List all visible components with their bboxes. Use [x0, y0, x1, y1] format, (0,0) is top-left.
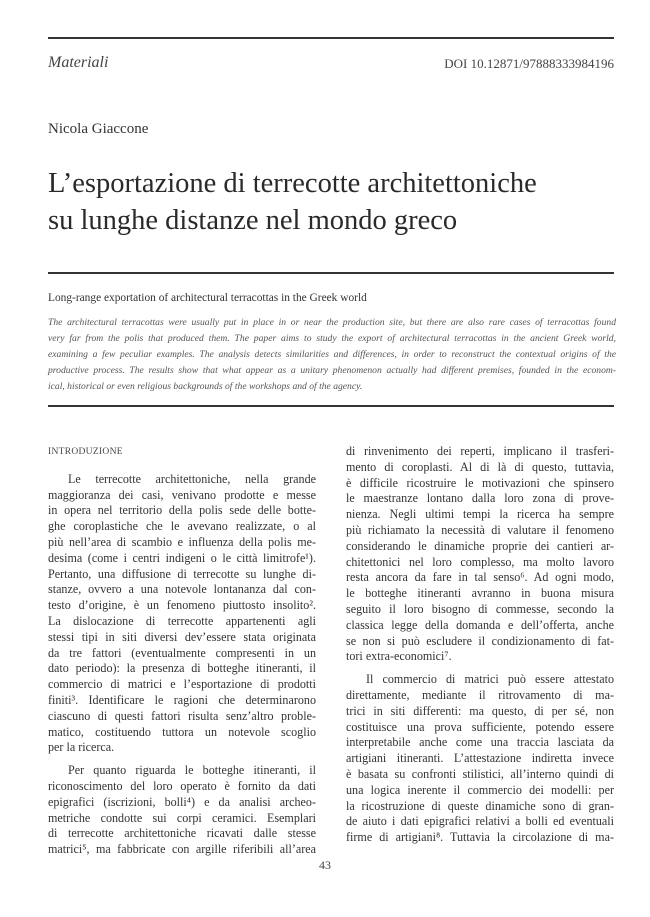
body-text-line: per la ricerca. [48, 740, 115, 755]
body-text-line: firme di artigiani⁸. Tuttavia la circolazione di ma- [346, 830, 614, 845]
abstract [48, 315, 616, 395]
abstract-line: The architectural terracottas were usually put in place in or near the production site, but there are also rare cases of terracottas found [48, 317, 616, 328]
body-text-line: di terrecotte architettoniche ricavati dalle stesse [48, 826, 316, 841]
body-text-line: classica legge della domanda e dell’offerta, anche [346, 617, 614, 632]
body-text-line: seguito il loro bisogno di commesse, secondo la [346, 601, 614, 616]
body-text-line: matico, costituendo tuttora un notevole scoglio [48, 724, 316, 739]
body-text-line: riconoscimento del loro operato è fornito da dati [48, 778, 316, 793]
body-text-line: testo d’origine, è un fenomeno piuttosto insolito². [48, 598, 316, 613]
section-heading: INTRODUZIONE [48, 447, 123, 457]
body-text-line: di rinvenimento dei reperti, implicano il trasferi- [346, 444, 614, 458]
body-text-line: direttamente, mediante il ritrovamento di ma- [346, 687, 614, 702]
body-text-line: più nell’area di scambio e influenza della polis me- [48, 534, 316, 549]
body-text-line: metriche condotte sui corpi ceramici. Esemplari [48, 810, 316, 825]
body-text-line: la ricostruzione di queste dinamiche sono di gran- [346, 798, 614, 813]
body-text-line: de aiuto i dati epigrafici relativi a bolli ed eventuali [346, 814, 614, 829]
body-text-line: una logica inerente il commercio dei modelli: per [346, 782, 614, 797]
body-text-line: nienza. Negli ultimi tempi la ricerca ha sempre [346, 507, 614, 522]
body-text-line: resta ancora da fare in tal senso⁶. Ad ogni modo, [346, 570, 614, 585]
abstract-bottom-rule [48, 405, 614, 407]
page-number: 43 [319, 858, 331, 872]
body-text-line: epigrafici (iscrizioni, bolli⁴) e da analisi archeo- [48, 794, 316, 809]
running-header [48, 54, 614, 74]
author-name: Nicola Giaccone [48, 121, 149, 137]
body-text-line: mento di coroplasti. Al di là di questo, tuttavia, [346, 459, 614, 474]
body-text-line: maggioranza dei casi, venivano prodotte e messe [48, 487, 316, 502]
paragraph-gap [48, 756, 316, 763]
body-text-line: più richiamato la necessità di valutare il fenomeno [346, 522, 614, 537]
body-text-line: tori extra-economici⁷. [346, 649, 452, 664]
body-text-line: è difficile ricostruire le motivazioni che spinsero [346, 475, 614, 490]
body-text-line: trici in siti differenti: ma questo, di per sé, non [346, 703, 614, 718]
body-text-line: dato periodo): la presenza di botteghe itineranti, il [48, 661, 316, 676]
body-right-column [346, 444, 614, 846]
abstract-line: examining a few peculiar examples. The analysis detects similarities and differences, in order to reconstruct the contextual origins of the [48, 349, 616, 360]
body-text-line: chitettonici nel loro complesso, ma molto lavoro [346, 554, 614, 569]
body-text-line: matrici⁵, ma fabbricate con argille riferibili all’area [48, 842, 316, 857]
body-text-line: Le terrecotte architettoniche, nella grande [68, 471, 316, 486]
body-text-line: stessi tipi in siti diversi dev’essere stata originata [48, 629, 316, 644]
english-title: Long-range exportation of architectural terracottas in the Greek world [48, 292, 367, 304]
body-text-line: ghe coroplastiche che le avevano realizzate, o al [48, 519, 316, 534]
body-text-line: costituisce una prova sufficiente, potendo essere [346, 719, 614, 734]
title-line: L’esportazione di terrecotte architettoniche [48, 168, 537, 199]
section-label: Materiali [48, 54, 109, 71]
abstract-line: productive process. The results show that what appear as a unitary phenomenon actually had different premises, founded in the econom- [48, 365, 616, 376]
paragraph-gap [346, 665, 614, 672]
body-text-line: artigiani itineranti. L’attestazione indiretta invece [346, 751, 614, 766]
body-text-line: commercio di matrici e l’esportazione di prodotti [48, 677, 316, 692]
body-text-line: finiti³. Identificare le ragioni che determinarono [48, 692, 316, 707]
abstract-line: very far from the polis that produced them. The paper aims to study the export of architectural terracottas in the ancient Greek world, [48, 333, 616, 344]
title-line: su lunghe distanze nel mondo greco [48, 205, 458, 236]
body-text-line: La dislocazione di terrecotte appartenenti agli [48, 613, 316, 628]
body-text-line: interpretabile anche come una traccia lasciata da [346, 735, 614, 750]
title-bottom-rule [48, 272, 614, 274]
body-text-line: le botteghe itineranti avranno in buona misura [346, 586, 614, 601]
body-text-line: Il commercio di matrici può essere attestato [366, 672, 614, 687]
body-left-column [48, 445, 316, 858]
top-rule [48, 37, 614, 39]
body-text-line: Pertanto, una diffusione di terrecotte su lunghe di- [48, 566, 316, 581]
body-text-line: ciascuno di questi fattori risulta senz’altro proble- [48, 708, 316, 723]
article-title [48, 165, 628, 239]
body-text-line: in opera nel territorio della polis sede delle botte- [48, 503, 316, 518]
body-text-line: le maestranze lontano dalla loro zona di prove- [346, 491, 614, 506]
body-text-line: stanze, ovvero a una notevole lontananza dal con- [48, 582, 316, 597]
body-text-line: considerando le dinamiche proprie dei cantieri ar- [346, 538, 614, 553]
body-text-line: desima (come i centri indigeni o le città limitrofe¹). [48, 550, 316, 565]
body-text-line: Per quanto riguarda le botteghe itineranti, il [68, 763, 316, 778]
body-text-line: è basata su confronti stilistici, all’interno quindi di [346, 766, 614, 781]
abstract-line: ical, historical or even religious backgrounds of the workshops and of the agency. [48, 381, 363, 392]
doi-label: DOI 10.12871/97888333984196 [444, 56, 614, 71]
body-text-line: da tre fattori (eventualmente compresenti in un [48, 645, 316, 660]
body-text-line: se non si può escludere il condizionamento di fat- [346, 633, 614, 648]
